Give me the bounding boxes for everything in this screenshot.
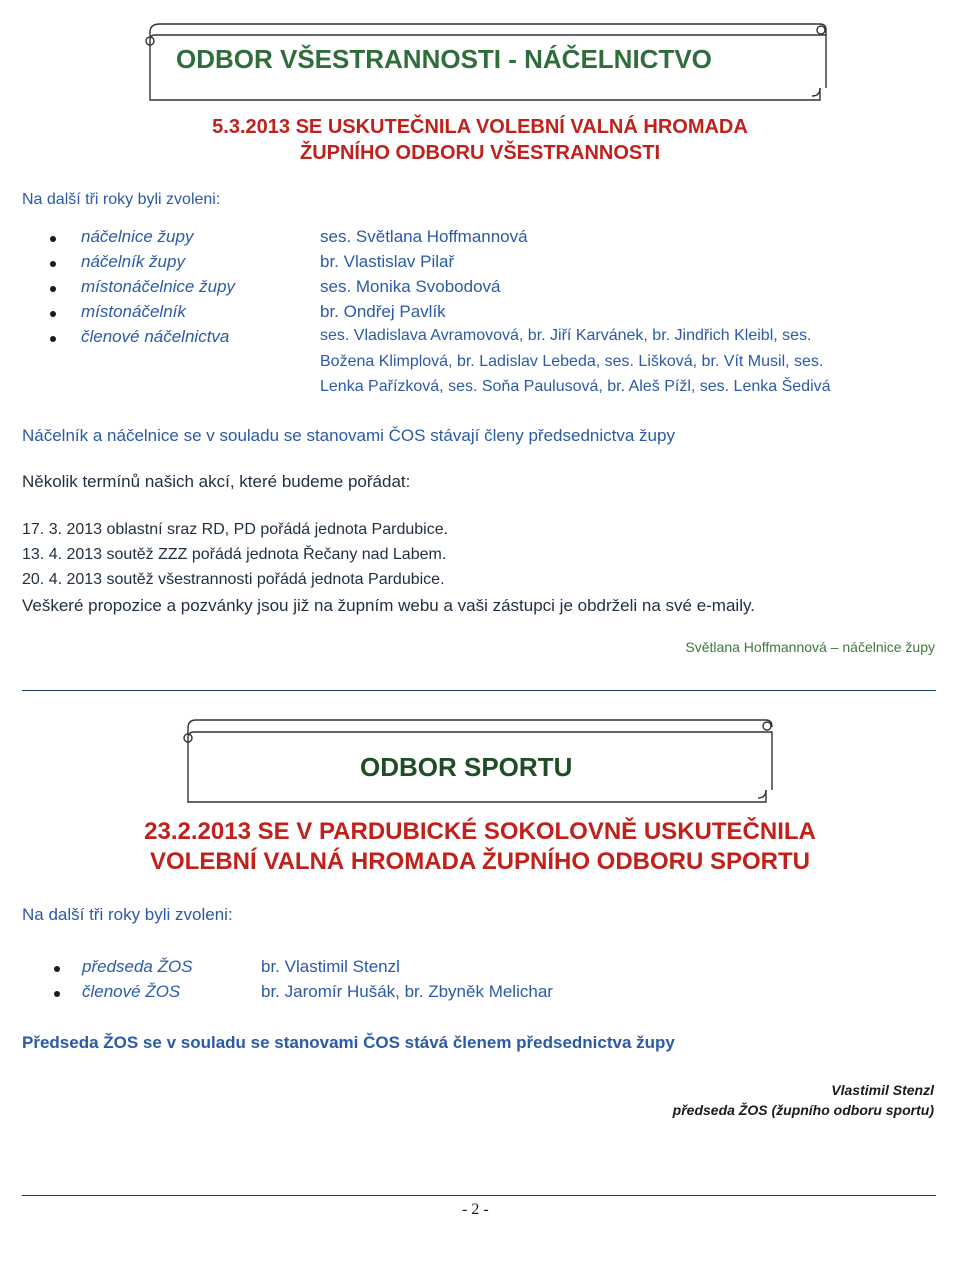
signature-title-sport: předseda ŽOS (župního odboru sportu) — [672, 1102, 934, 1118]
banner-title-vsestrannost: ODBOR VŠESTRANNOSTI - NÁČELNICTVO — [176, 44, 712, 74]
intro-text: Na další tři roky byli zvoleni: — [22, 191, 221, 208]
statement-text: Náčelník a náčelnice se v souladu se stanovami ČOS stávají členy předsednictva župy — [22, 426, 675, 445]
bullet-icon — [54, 966, 60, 972]
event-item: 20. 4. 2013 soutěž všestrannosti pořádá jednota Pardubice. — [22, 571, 445, 588]
heading-line-1: 5.3.2013 SE USKUTEČNILA VOLEBNÍ VALNÁ HROMADA — [212, 116, 748, 138]
members-continued-1: Božena Klimplová, br. Ladislav Lebeda, ses. Lišková, br. Vít Musil, ses. — [320, 353, 824, 370]
sport-heading-line-1: 23.2.2013 SE V PARDUBICKÉ SOKOLOVNĚ USKUTEČNILA — [144, 818, 816, 845]
banner-title-sport: ODBOR SPORTU — [360, 752, 573, 782]
elected-list-sport — [0, 957, 960, 1007]
members-continued-2: Lenka Pařízková, ses. Soňa Paulusová, br. Aleš Pížl, ses. Lenka Šedivá — [320, 378, 831, 395]
note-text: Veškeré propozice a pozvánky jsou již na župním webu a vaši zástupci je obdrželi na své e-maily. — [22, 596, 755, 615]
events-intro: Několik termínů našich akcí, které budeme pořádat: — [22, 472, 411, 491]
list-item — [0, 982, 960, 1007]
person-name: br. Ondřej Pavlík — [320, 302, 446, 321]
event-item: 17. 3. 2013 oblastní sraz RD, PD pořádá jednota Pardubice. — [22, 521, 449, 538]
page-number: - 2 - — [462, 1201, 489, 1218]
role-label: místonáčelnice župy — [81, 277, 236, 296]
role-label: náčelník župy — [81, 252, 185, 271]
person-name: ses. Vladislava Avramovová, br. Jiří Karvánek, br. Jindřich Kleibl, ses. — [320, 327, 812, 344]
role-label: místonáčelník — [81, 302, 186, 321]
event-item: 13. 4. 2013 soutěž ZZZ pořádá jednota Řečany nad Labem. — [22, 546, 447, 563]
person-name: ses. Monika Svobodová — [320, 277, 501, 296]
list-item — [0, 957, 960, 982]
person-name: ses. Světlana Hoffmannová — [320, 227, 528, 246]
footer-line — [22, 1195, 936, 1196]
role-label: členové ŽOS — [82, 982, 181, 1001]
sport-statement: Předseda ŽOS se v souladu se stanovami ČOS stává členem předsednictva župy — [22, 1033, 675, 1052]
person-name: br. Vlastislav Pilař — [320, 252, 455, 271]
role-label: předseda ŽOS — [82, 957, 193, 976]
bullet-icon — [54, 991, 60, 997]
signature-name-sport: Vlastimil Stenzl — [831, 1082, 934, 1098]
person-name: br. Vlastimil Stenzl — [261, 957, 400, 976]
role-label: náčelnice župy — [81, 227, 194, 246]
heading-line-2: ŽUPNÍHO ODBORU VŠESTRANNOSTI — [299, 142, 661, 164]
signature-vsestrannost: Světlana Hoffmannová – náčelnice župy — [685, 639, 935, 655]
sport-heading-line-2: VOLEBNÍ VALNÁ HROMADA ŽUPNÍHO ODBORU SPORTU — [150, 848, 810, 875]
role-label: členové náčelnictva — [81, 327, 230, 346]
sport-intro-text: Na další tři roky byli zvoleni: — [22, 905, 233, 924]
person-name: br. Jaromír Hušák, br. Zbyněk Melichar — [261, 982, 553, 1001]
